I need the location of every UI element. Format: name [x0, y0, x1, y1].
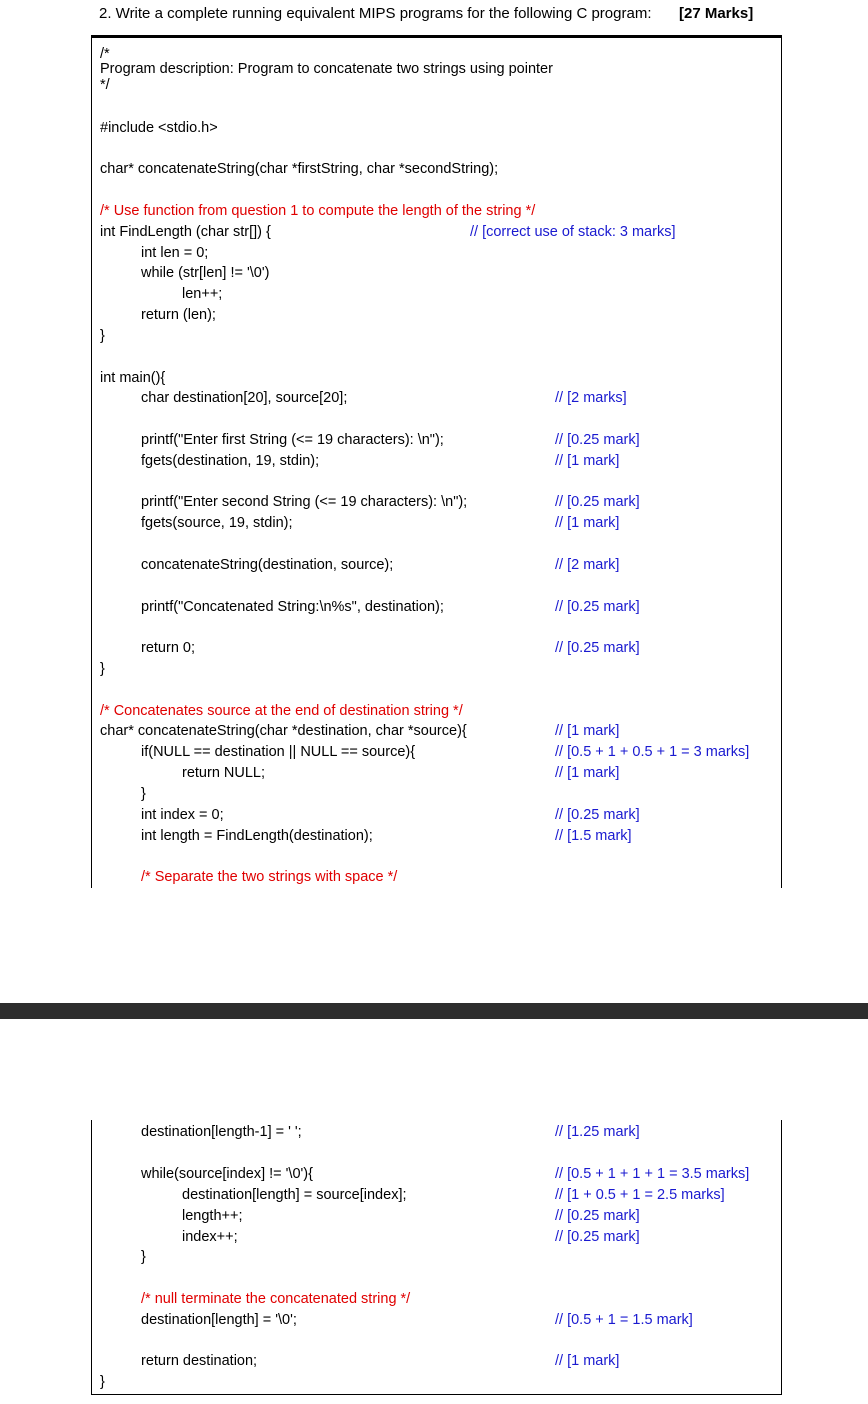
- code-line: destination[length-1] = ' ';: [141, 1124, 302, 1140]
- marks-annotation: // [0.25 mark]: [555, 1229, 640, 1245]
- marks-annotation: // [0.5 + 1 + 1 + 1 = 3.5 marks]: [555, 1166, 750, 1182]
- code-line: }: [100, 328, 105, 344]
- code-line: while (str[len] != '\0'): [141, 265, 270, 281]
- page-divider: [0, 1003, 868, 1019]
- marks-annotation: // [1.25 mark]: [555, 1124, 640, 1140]
- code-line: }: [141, 1249, 146, 1265]
- code-line: return NULL;: [182, 765, 266, 781]
- code-comment-line: /* Use function from question 1 to compute the length of the string */: [100, 203, 536, 219]
- marks-annotation: // [0.5 + 1 + 0.5 + 1 = 3 marks]: [555, 744, 750, 760]
- marks-annotation: // [0.25 mark]: [555, 807, 640, 823]
- code-line: int main(){: [100, 370, 166, 386]
- code-line: char* concatenateString(char *destination, char *source){: [100, 723, 467, 739]
- code-comment-line: /* Concatenates source at the end of destination string */: [100, 703, 463, 719]
- code-line: */: [100, 77, 110, 93]
- marks-annotation: // [0.5 + 1 = 1.5 mark]: [555, 1312, 693, 1328]
- code-line: fgets(source, 19, stdin);: [141, 515, 293, 531]
- code-line: Program description: Program to concatenate two strings using pointer: [100, 61, 553, 77]
- marks-annotation: // [0.25 mark]: [555, 494, 640, 510]
- marks-annotation: // [1 mark]: [555, 1353, 620, 1369]
- code-line: printf("Concatenated String:\n%s", destination);: [141, 599, 444, 615]
- code-line: }: [100, 661, 105, 677]
- code-line: int index = 0;: [141, 807, 224, 823]
- question-text: 2. Write a complete running equivalent MIPS programs for the following C program:: [99, 5, 652, 22]
- code-line: return 0;: [141, 640, 195, 656]
- code-line: char* concatenateString(char *firstString, char *secondString);: [100, 161, 499, 177]
- code-line: fgets(destination, 19, stdin);: [141, 453, 320, 469]
- code-line: index++;: [182, 1229, 238, 1245]
- marks-annotation: // [1 + 0.5 + 1 = 2.5 marks]: [555, 1187, 725, 1203]
- code-line: if(NULL == destination || NULL == source){: [141, 744, 416, 760]
- code-line: concatenateString(destination, source);: [141, 557, 394, 573]
- code-line: return (len);: [141, 307, 216, 323]
- code-line: destination[length] = '\0';: [141, 1312, 297, 1328]
- code-line: destination[length] = source[index];: [182, 1187, 407, 1203]
- code-line: char destination[20], source[20];: [141, 390, 348, 406]
- marks-annotation: // [1 mark]: [555, 515, 620, 531]
- question-header: [99, 5, 754, 22]
- code-line: printf("Enter second String (<= 19 characters): \n");: [141, 494, 468, 510]
- code-line: /*: [100, 46, 110, 62]
- code-comment-line: /* null terminate the concatenated string */: [141, 1291, 411, 1307]
- code-line: return destination;: [141, 1353, 258, 1369]
- code-line: }: [100, 1374, 105, 1390]
- marks-annotation: // [correct use of stack: 3 marks]: [470, 224, 676, 240]
- code-line: int len = 0;: [141, 245, 209, 261]
- marks-annotation: // [2 mark]: [555, 557, 620, 573]
- marks-annotation: // [0.25 mark]: [555, 599, 640, 615]
- code-line: printf("Enter first String (<= 19 characters): \n");: [141, 432, 444, 448]
- code-line: int length = FindLength(destination);: [141, 828, 373, 844]
- code-line: }: [141, 786, 146, 802]
- code-line: #include <stdio.h>: [100, 120, 218, 136]
- marks-annotation: // [0.25 mark]: [555, 1208, 640, 1224]
- marks-annotation: // [1.5 mark]: [555, 828, 632, 844]
- marks-annotation: // [1 mark]: [555, 453, 620, 469]
- code-line: while(source[index] != '\0'){: [141, 1166, 313, 1182]
- marks-annotation: // [1 mark]: [555, 723, 620, 739]
- marks-annotation: // [0.25 mark]: [555, 640, 640, 656]
- code-line: len++;: [182, 286, 223, 302]
- code-comment-line: /* Separate the two strings with space */: [141, 869, 398, 885]
- marks-annotation: // [0.25 mark]: [555, 432, 640, 448]
- code-line: length++;: [182, 1208, 243, 1224]
- code-line: int FindLength (char str[]) {: [100, 224, 271, 240]
- question-marks: [27 Marks]: [679, 5, 754, 22]
- marks-annotation: // [1 mark]: [555, 765, 620, 781]
- marks-annotation: // [2 marks]: [555, 390, 627, 406]
